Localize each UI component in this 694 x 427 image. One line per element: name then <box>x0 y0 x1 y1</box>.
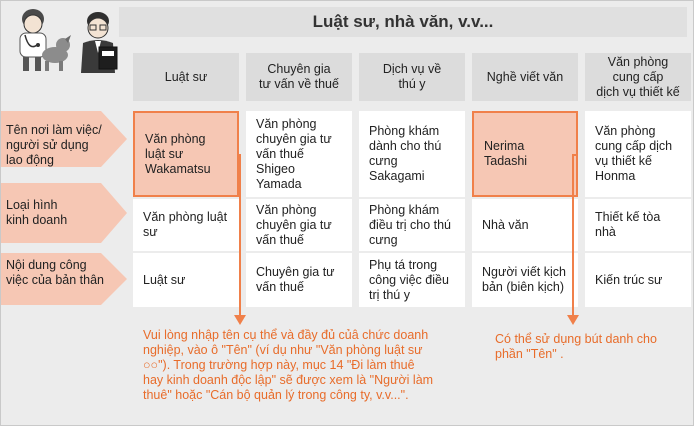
column-header-design-office: Văn phòng cung cấp dịch vụ thiết kế <box>585 53 691 101</box>
cell-tax-job: Chuyên gia tư vấn thuế <box>246 253 352 307</box>
column-header-veterinary: Dịch vụ về thú y <box>359 53 465 101</box>
cell-writer-workplace: Nerima Tadashi <box>472 111 578 197</box>
row-label-job-content: Nội dung công việc của bản thân <box>6 258 104 287</box>
cell-tax-business: Văn phòng chuyên gia tư vấn thuế <box>246 199 352 251</box>
cell-vet-business: Phòng khám điều trị cho thú cưng <box>359 199 465 251</box>
column-header-lawyer: Luật sư <box>133 53 239 101</box>
cell-design-job: Kiến trúc sư <box>585 253 691 307</box>
cell-lawyer-workplace: Văn phòng luật sư Wakamatsu <box>133 111 239 197</box>
row-label-workplace: Tên nơi làm việc/ người sử dụng lao động <box>6 123 102 167</box>
row-label-business-type: Loại hình kinh doanh <box>6 198 68 227</box>
cell-design-workplace: Văn phòng cung cấp dịch vụ thiết kế Honma <box>585 111 691 197</box>
column-header-writer: Nghề viết văn <box>472 53 578 101</box>
note-left: Vui lòng nhập tên cụ thể và đầy đủ củâ chức doanh nghiệp, vào ô "Tên" (ví dụ như "Văn phòng luật sư ○○"). Trong trường hợp này, mục 14 "Đi làm thuê hay kinh doanh độc lập" sẽ được xem là "Người làm thuê" hoặc "Cán bộ quản lý trong công ty, v.v...". <box>143 328 434 402</box>
cell-tax-workplace: Văn phòng chuyên gia tư vấn thuế Shigeo Yamada <box>246 111 352 197</box>
page-title: Luật sư, nhà văn, v.v... <box>312 12 494 31</box>
cell-vet-job: Phụ tá trong công việc điều trị thú y <box>359 253 465 307</box>
column-header-tax-accountant: Chuyên gia tư vấn về thuế <box>246 53 352 101</box>
cell-writer-job: Người viết kịch bản (biên kịch) <box>472 253 578 307</box>
cell-design-business: Thiết kế tòa nhà <box>585 199 691 251</box>
note-right: Có thể sử dụng bút danh cho phần "Tên" . <box>495 332 657 361</box>
cell-vet-workplace: Phòng khám dành cho thú cưng Sakagami <box>359 111 465 197</box>
cell-lawyer-business: Văn phòng luật sư <box>133 199 239 251</box>
cell-lawyer-job: Luật sư <box>133 253 239 307</box>
cell-writer-business: Nhà văn <box>472 199 578 251</box>
